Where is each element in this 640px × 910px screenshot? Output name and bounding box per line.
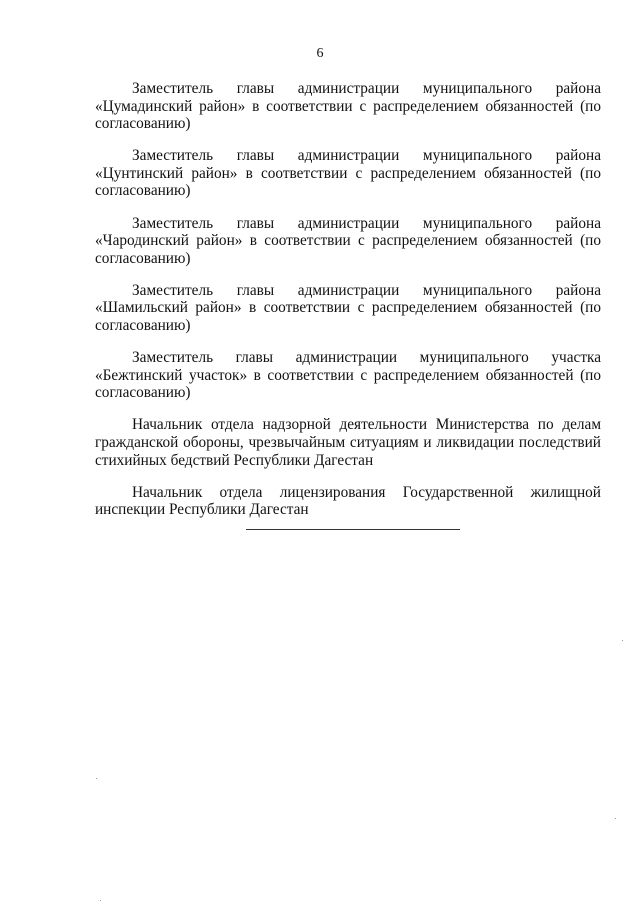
list-item: Заместитель главы администрации муниципального района «Шамильский район» в соответствии с распределением обязанностей (по согласованию) (95, 281, 601, 335)
scan-speck (96, 778, 97, 779)
document-body (95, 80, 601, 533)
scan-speck (100, 900, 101, 901)
scan-speck (615, 818, 616, 819)
page-number: 6 (316, 46, 324, 61)
end-divider-line (246, 529, 460, 530)
list-item: Начальник отдела лицензирования Государственной жилищной инспекции Республики Дагестан (95, 483, 601, 519)
list-item: Заместитель главы администрации муниципального участка «Бежтинский участок» в соответствии с распределением обязанностей (по согласованию) (95, 349, 601, 402)
list-item: Заместитель главы администрации муниципального района «Цунтинский район» в соответствии с распределением обязанностей (по согласованию) (95, 147, 601, 200)
list-item: Заместитель главы администрации муниципального района «Чародинский район» в соответствии с распределением обязанностей (по согласованию) (95, 214, 601, 267)
list-item: Заместитель главы администрации муниципального района «Цумадинский район» в соответствии с распределением обязанностей (по согласованию) (95, 80, 601, 133)
scan-speck (622, 640, 623, 641)
list-item: Начальник отдела надзорной деятельности Министерства по делам гражданской обороны, чрезвычайным ситуациям и ликвидации последствий стихийных бедствий Республики Дагестан (95, 416, 601, 469)
